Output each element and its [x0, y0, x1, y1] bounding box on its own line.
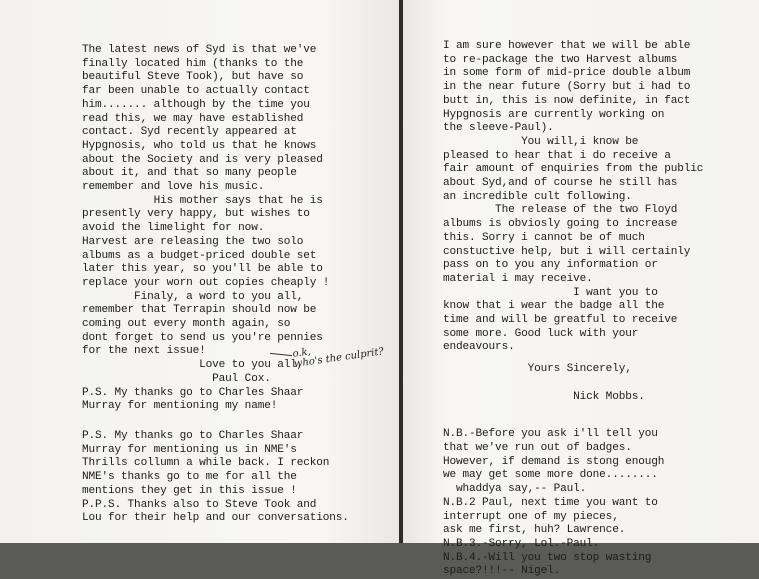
postscript-line: P.S. My thanks go to Charles Shaar	[82, 429, 304, 442]
text-line: The release of the two Floyd	[443, 204, 678, 217]
text-line: constuctive help, but i will certainly	[443, 245, 691, 258]
signoff-line: Yours Sincerely,	[443, 363, 632, 376]
text-line: finally located him (thanks to the	[82, 57, 304, 70]
text-line: His mother says that he is	[82, 194, 323, 207]
text-line: about the Society and is very pleased	[82, 153, 323, 166]
text-line: remember and love his music.	[82, 181, 265, 194]
text-line: material i may receive.	[443, 272, 593, 285]
text-line: this. Sorry i cannot be of much	[443, 231, 645, 244]
text-line: about it, and that so many people	[82, 167, 297, 180]
nb-line: interrupt one of my pieces,	[443, 510, 619, 523]
text-line: some more. Good luck with your	[443, 327, 639, 340]
text-line: remember that Terrapin should now be	[82, 304, 317, 317]
nb-line: N.B.3.-Sorry, Lol.-Paul.	[443, 537, 600, 550]
text-line: Hypgnosis, who told us that he knows	[82, 139, 317, 152]
postscript-line: P.P.S. Thanks also to Steve Took and	[82, 498, 317, 511]
postscript-line: Murray for mentioning us in NME's	[82, 443, 297, 456]
nb-line: N.B.-Before you ask i'll tell you	[443, 428, 658, 441]
text-line: endeavours.	[443, 341, 515, 354]
text-line: to re-package the two Harvest albums	[443, 53, 678, 66]
text-line: for the next issue!	[82, 345, 206, 358]
text-line: dont forget to send us you're pennies	[82, 331, 323, 344]
left-column-text	[82, 44, 349, 526]
text-line: pleased to hear that i do receive a	[443, 149, 671, 162]
text-line: Harvest are releasing the two solo	[82, 235, 304, 248]
nb-line: we may get some more done........	[443, 469, 658, 482]
text-line: presently very happy, but wishes to	[82, 208, 310, 221]
handwritten-note: o.k, who's the culprit?	[291, 346, 385, 370]
text-line: P.S. My thanks go to Charles Shaar	[82, 386, 304, 399]
nb-line: N.B.2 Paul, next time you want to	[443, 496, 658, 509]
nb-line: N.B.4.-Will you two stop wasting	[443, 551, 652, 564]
nb-line: space?!!!-- Nigel.	[443, 565, 561, 578]
text-line: I want you to	[443, 286, 658, 299]
postscript-line: Thrills collumn a while back. I reckon	[82, 457, 330, 470]
signature-paul-cox: Paul Cox.	[82, 372, 271, 385]
text-line: the sleeve-Paul).	[443, 122, 554, 135]
text-line: in the near future (Sorry but i had to	[443, 81, 691, 94]
text-line: later this year, so you'll be able to	[82, 263, 323, 276]
signoff-line: Love to you all,	[82, 359, 304, 372]
text-line: albums as a budget-priced double set	[82, 249, 317, 262]
text-line: read this, we may have established	[82, 112, 304, 125]
text-line: Hypgnosis are currently working on	[443, 108, 665, 121]
text-line: You will,i know be	[443, 135, 639, 148]
text-line: fair amount of enquiries from the public	[443, 163, 704, 176]
nb-line: ask me first, huh? Lawrence.	[443, 524, 626, 537]
postscript-line: Lou for their help and our conversations.	[82, 512, 349, 525]
text-line: Murray for mentioning my name!	[82, 400, 278, 413]
text-line: contact. Syd recently appeared at	[82, 126, 297, 139]
text-line: about Syd,and of course he still has	[443, 177, 678, 190]
postscript-line: mentions they get in this issue !	[82, 484, 297, 497]
text-line: coming out every month again, so	[82, 318, 291, 331]
right-column-text	[443, 40, 703, 579]
blank-line	[443, 377, 703, 391]
postscript-line: NME's thanks go to me for all the	[82, 471, 297, 484]
text-line: albums is obviosly going to increase	[443, 218, 678, 231]
nb-line: that we've run out of badges.	[443, 441, 632, 454]
text-line: an incredible cult following.	[443, 190, 632, 203]
text-line: The latest news of Syd is that we've	[82, 44, 317, 56]
signature-nick-mobbs: Nick Mobbs.	[443, 390, 645, 403]
text-line: Finaly, a word to you all,	[82, 290, 304, 303]
text-line: avoid the limelight for now.	[82, 222, 265, 235]
text-line: butt in, this is now definite, in fact	[443, 94, 691, 107]
text-line: him....... although by the time you	[82, 98, 310, 111]
text-line: in some form of mid-price double album	[443, 67, 691, 80]
nb-line: whaddya say,-- Paul.	[443, 483, 587, 496]
text-line: far been unable to actually contact	[82, 85, 310, 98]
text-line: pass on to you any information or	[443, 259, 658, 272]
text-line: I am sure however that we will be able	[443, 40, 691, 52]
text-line: beautiful Steve Took), but have so	[82, 71, 304, 84]
text-line: know that i wear the badge all the	[443, 300, 665, 313]
text-line: time and will be greatful to receive	[443, 314, 678, 327]
nb-line: However, if demand is stong enough	[443, 455, 665, 468]
text-line: replace your worn out copies cheaply !	[82, 276, 330, 289]
